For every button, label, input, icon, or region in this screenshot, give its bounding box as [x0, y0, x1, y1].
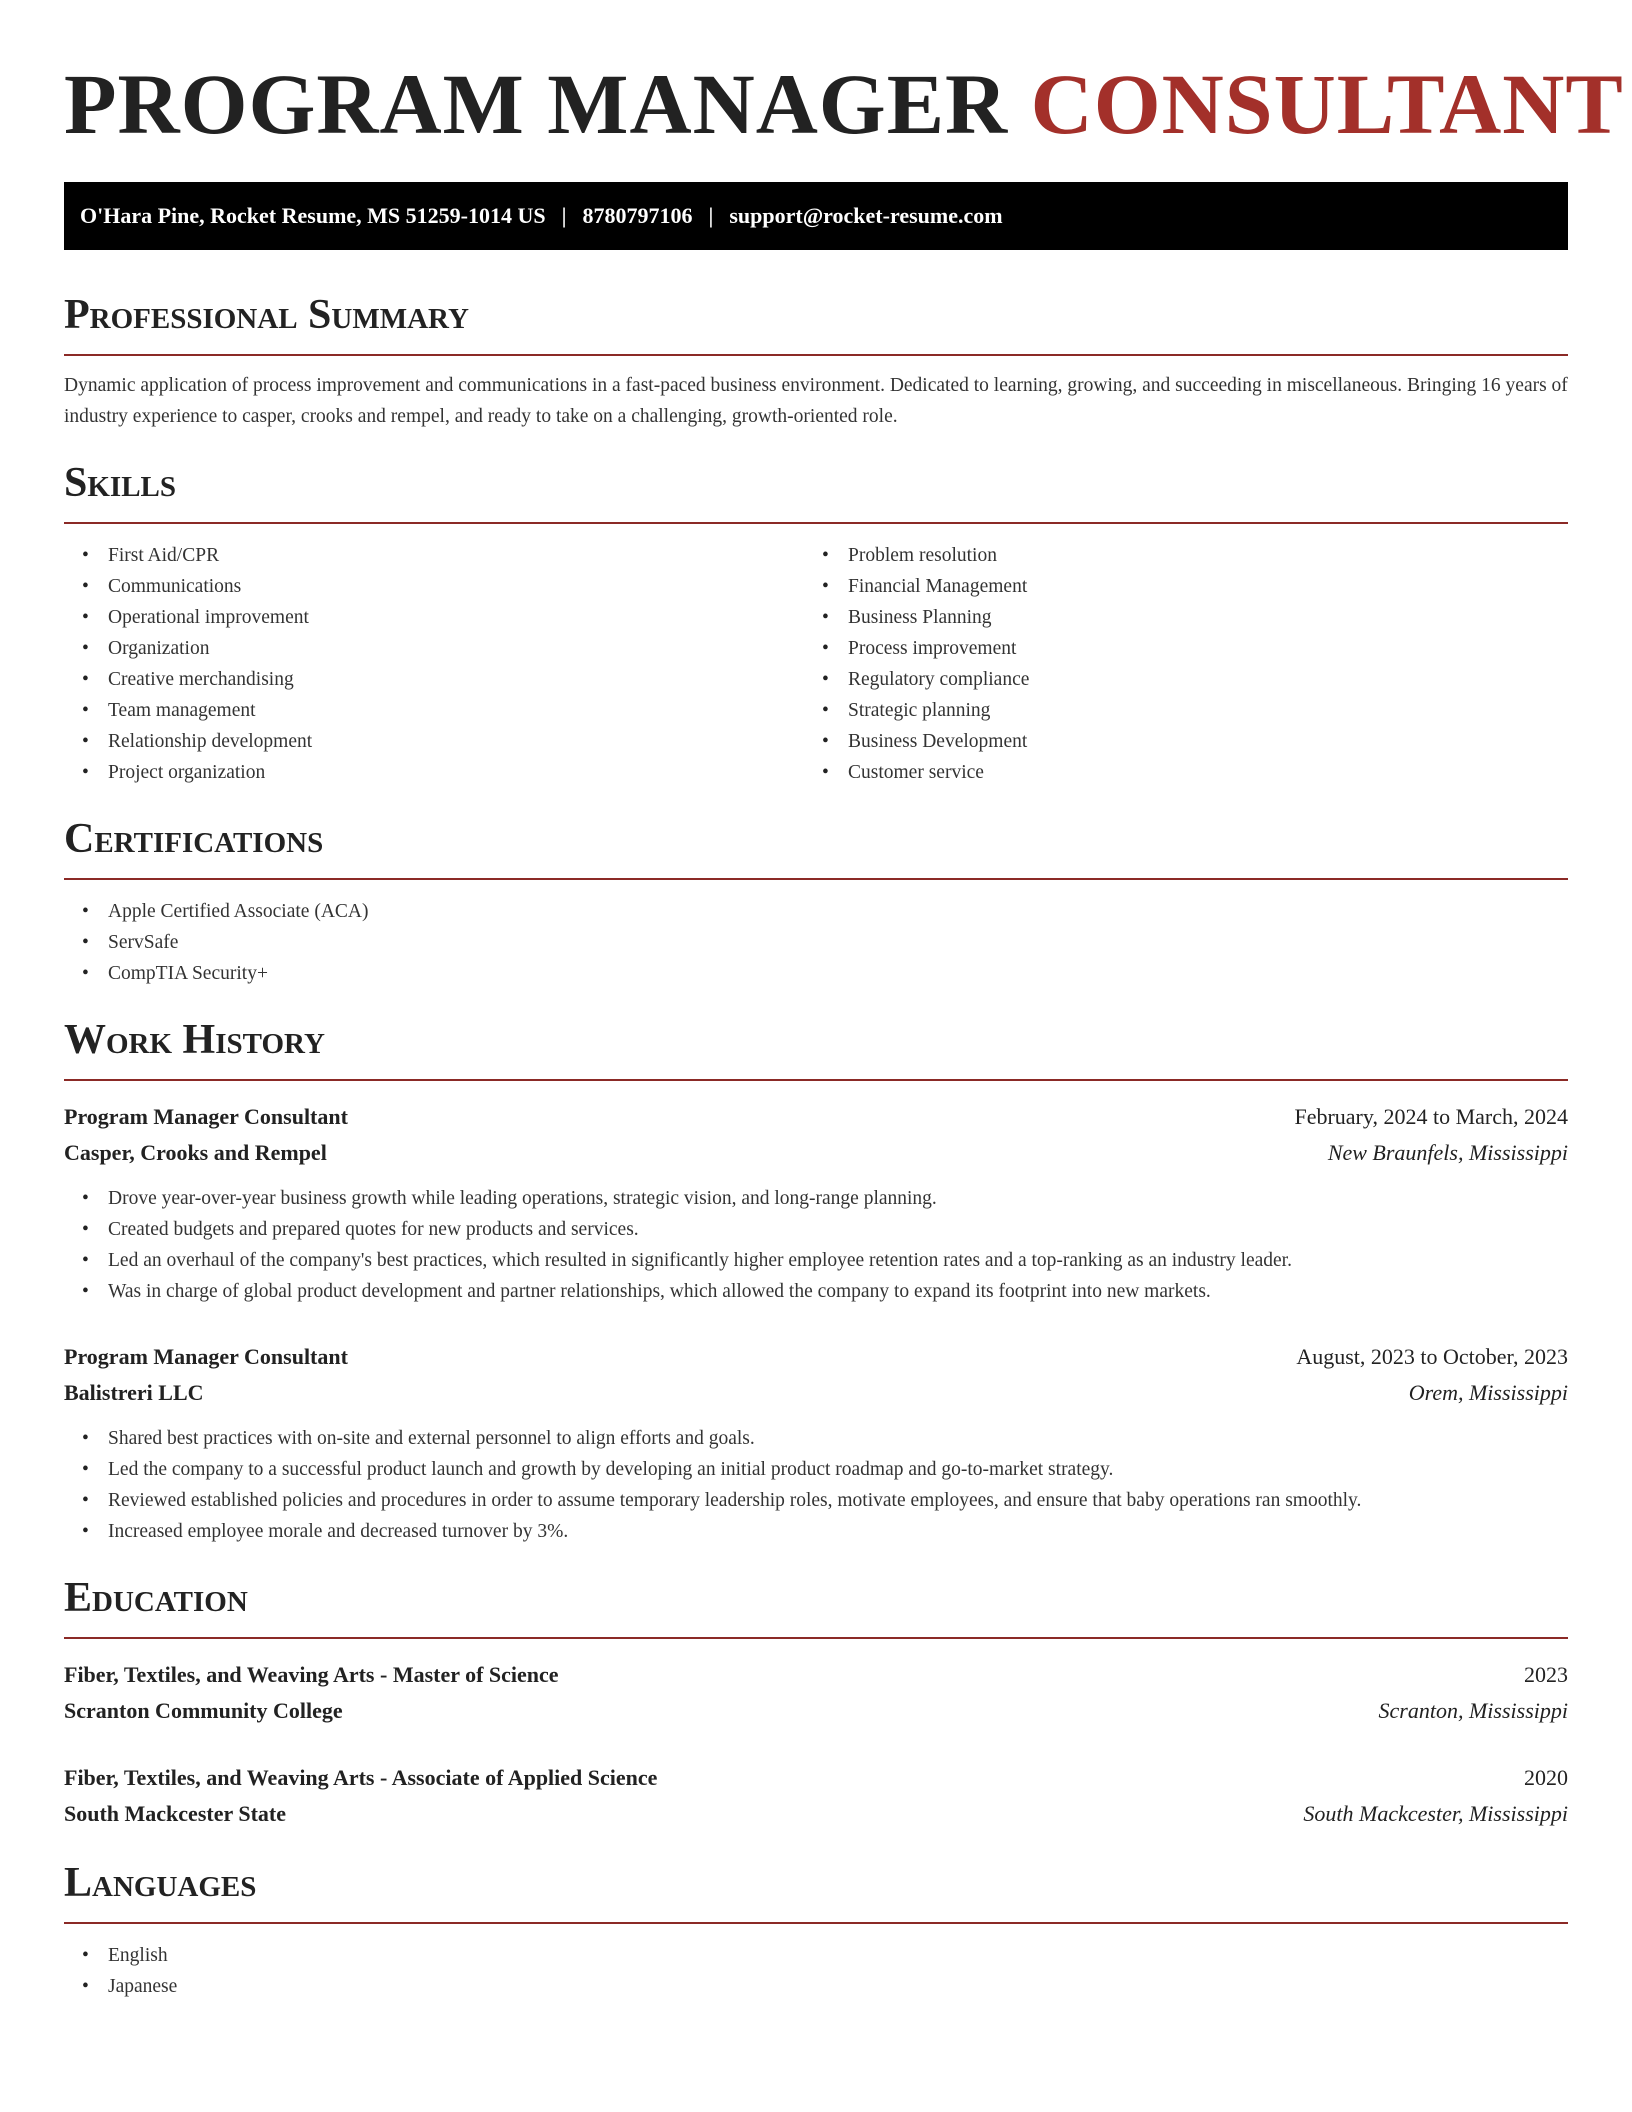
certification-item: • CompTIA Security+	[64, 958, 1568, 989]
section-heading-skills: Skills	[64, 458, 1568, 524]
contact-phone: 8780797106	[582, 203, 693, 228]
title-main: PROGRAM MANAGER	[64, 56, 1009, 152]
job-dates: February, 2024 to March, 2024	[1294, 1104, 1568, 1129]
education-degree-row	[64, 1760, 1568, 1796]
education-school: Scranton Community College	[64, 1698, 343, 1723]
title-accent: CONSULTANT	[1030, 56, 1624, 152]
contact-separator: |	[561, 203, 567, 228]
education-degree: Fiber, Textiles, and Weaving Arts - Master of Science	[64, 1662, 559, 1687]
education-school-row	[64, 1796, 1568, 1832]
languages-list	[64, 1940, 1568, 2002]
work-history-section	[64, 1015, 1568, 1547]
job-duty-item: • Led an overhaul of the company's best practices, which resulted in significantly higher employee retention rates and a top-ranking as an industry leader.	[64, 1245, 1568, 1276]
job-dates: August, 2023 to October, 2023	[1296, 1344, 1568, 1369]
job-duty-item: • Led the company to a successful product launch and growth by developing an initial product roadmap and go-to-market strategy.	[64, 1454, 1568, 1485]
job-entry	[64, 1339, 1568, 1547]
skill-item: • Communications	[64, 571, 804, 602]
skills-columns	[64, 540, 1568, 788]
job-duty-item: • Created budgets and prepared quotes for new products and services.	[64, 1214, 1568, 1245]
resume-title	[64, 56, 1624, 152]
summary-text: Dynamic application of process improvement and communications in a fast-paced business environment. Dedicated to learning, growing, and succeeding in miscellaneous. Bringing 16 years of industry experience to casper, crooks and rempel, and ready to take on a challenging, growth-oriented role.	[64, 375, 1568, 427]
skill-item: • Relationship development	[64, 726, 804, 757]
skill-item: • Organization	[64, 633, 804, 664]
section-heading-education: Education	[64, 1573, 1568, 1639]
skill-item: • Strategic planning	[804, 695, 1544, 726]
job-company: Balistreri LLC	[64, 1380, 204, 1405]
certifications-list	[64, 896, 1568, 989]
skills-list-left	[64, 540, 804, 788]
job-entry	[64, 1099, 1568, 1307]
job-title: Program Manager Consultant	[64, 1104, 348, 1129]
section-heading-languages: Languages	[64, 1858, 1568, 1924]
languages-section	[64, 1858, 1568, 2002]
job-duty-item: • Reviewed established policies and procedures in order to assume temporary leadership roles, motivate employees, and ensure that baby operations ran smoothly.	[64, 1485, 1568, 1516]
education-school-row	[64, 1693, 1568, 1729]
job-title: Program Manager Consultant	[64, 1344, 348, 1369]
job-duties-list	[64, 1183, 1568, 1307]
skill-item: • Problem resolution	[804, 540, 1544, 571]
education-section	[64, 1573, 1568, 1832]
section-heading-summary: Professional Summary	[64, 290, 1568, 356]
skills-list-right	[804, 540, 1544, 788]
summary-section	[64, 290, 1568, 432]
language-item: • Japanese	[64, 1971, 1568, 2002]
skill-item: • Team management	[64, 695, 804, 726]
certifications-section	[64, 814, 1568, 989]
certification-item: • ServSafe	[64, 927, 1568, 958]
skill-item: • Financial Management	[804, 571, 1544, 602]
education-entry	[64, 1657, 1568, 1729]
resume-page	[64, 0, 1624, 2002]
contact-separator: |	[708, 203, 714, 228]
section-heading-certifications: Certifications	[64, 814, 1568, 880]
contact-bar	[64, 182, 1568, 250]
skills-section	[64, 458, 1568, 788]
skill-item: • Customer service	[804, 757, 1544, 788]
job-company-row	[64, 1135, 1568, 1171]
skill-item: • First Aid/CPR	[64, 540, 804, 571]
education-location: South Mackcester, Mississippi	[1303, 1801, 1568, 1826]
job-company-row	[64, 1375, 1568, 1411]
education-year: 2023	[1524, 1662, 1568, 1687]
education-entry	[64, 1760, 1568, 1832]
skill-item: • Process improvement	[804, 633, 1544, 664]
job-duty-item: • Shared best practices with on-site and external personnel to align efforts and goals.	[64, 1423, 1568, 1454]
job-duty-item: • Increased employee morale and decreased turnover by 3%.	[64, 1516, 1568, 1547]
job-title-row	[64, 1339, 1568, 1375]
education-year: 2020	[1524, 1765, 1568, 1790]
job-location: Orem, Mississippi	[1408, 1380, 1568, 1405]
job-duties-list	[64, 1423, 1568, 1547]
education-degree: Fiber, Textiles, and Weaving Arts - Associate of Applied Science	[64, 1765, 658, 1790]
contact-email: support@rocket-resume.com	[729, 203, 1003, 228]
job-location: New Braunfels, Mississippi	[1327, 1140, 1568, 1165]
job-duty-item: • Drove year-over-year business growth while leading operations, strategic vision, and long-range planning.	[64, 1183, 1568, 1214]
skill-item: • Business Development	[804, 726, 1544, 757]
skill-item: • Business Planning	[804, 602, 1544, 633]
job-duty-item: • Was in charge of global product development and partner relationships, which allowed the company to expand its footprint into new markets.	[64, 1276, 1568, 1307]
skill-item: • Project organization	[64, 757, 804, 788]
job-company: Casper, Crooks and Rempel	[64, 1140, 327, 1165]
education-location: Scranton, Mississippi	[1378, 1698, 1568, 1723]
education-degree-row	[64, 1657, 1568, 1693]
language-item: • English	[64, 1940, 1568, 1971]
section-heading-work-history: Work History	[64, 1015, 1568, 1081]
skill-item: • Creative merchandising	[64, 664, 804, 695]
skill-item: • Regulatory compliance	[804, 664, 1544, 695]
certification-item: • Apple Certified Associate (ACA)	[64, 896, 1568, 927]
contact-address: O'Hara Pine, Rocket Resume, MS 51259-1014 US	[80, 203, 546, 228]
job-title-row	[64, 1099, 1568, 1135]
skill-item: • Operational improvement	[64, 602, 804, 633]
education-school: South Mackcester State	[64, 1801, 286, 1826]
